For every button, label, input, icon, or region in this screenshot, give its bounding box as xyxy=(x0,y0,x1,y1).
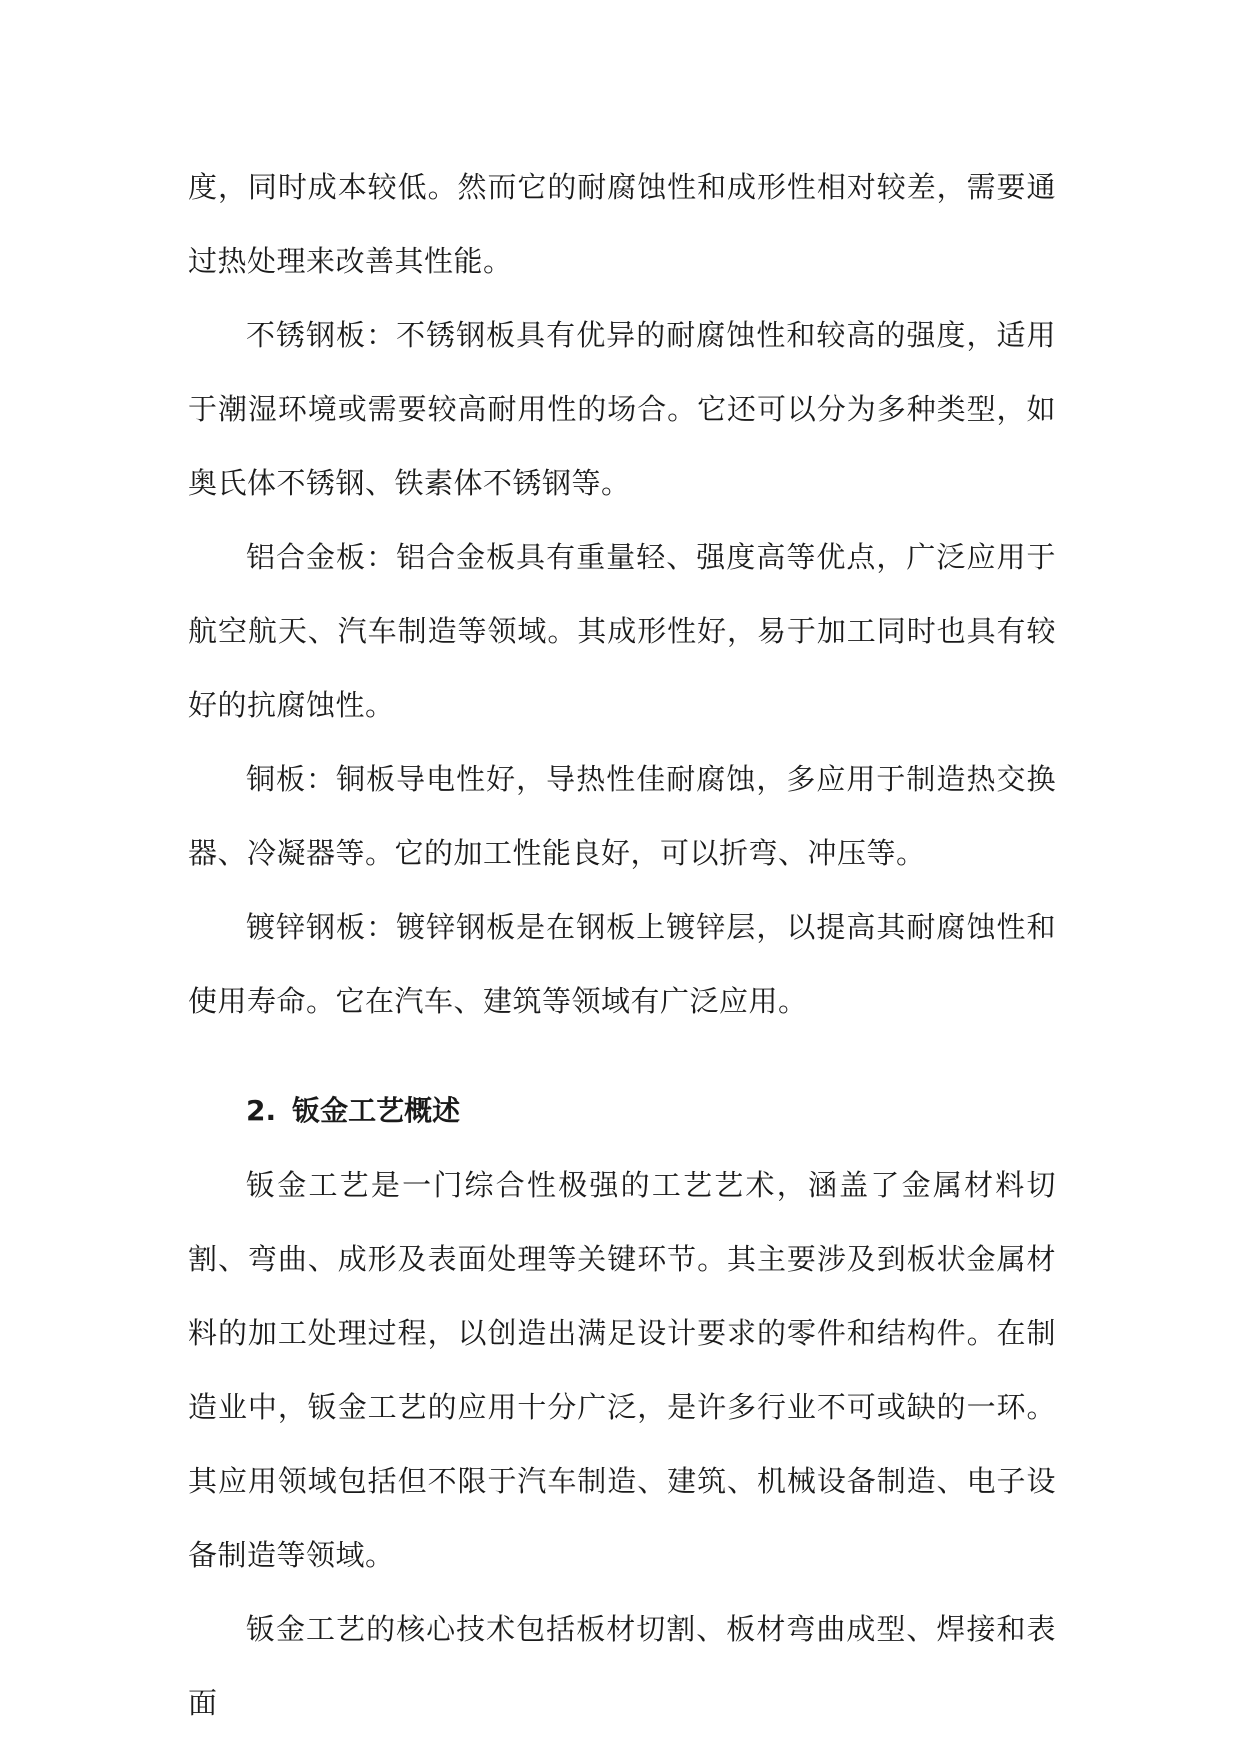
paragraph-copper: 铜板：铜板导电性好，导热性佳耐腐蚀，多应用于制造热交换器、冷凝器等。它的加工性能良好，可以折弯、冲压等。 xyxy=(188,762,1056,870)
paragraph-stainless-steel: 不锈钢板：不锈钢板具有优异的耐腐蚀性和较高的强度，适用于潮湿环境或需要较高耐用性的场合。它还可以分为多种类型，如奥氏体不锈钢、铁素体不锈钢等。 xyxy=(188,318,1056,500)
paragraph-galvanized-steel: 镀锌钢板：镀锌钢板是在钢板上镀锌层，以提高其耐腐蚀性和使用寿命。它在汽车、建筑等领域有广泛应用。 xyxy=(188,910,1056,1018)
paragraph-continuation: 度，同时成本较低。然而它的耐腐蚀性和成形性相对较差，需要通过热处理来改善其性能。 xyxy=(188,170,1056,278)
paragraph-aluminum-alloy: 铝合金板：铝合金板具有重量轻、强度高等优点，广泛应用于航空航天、汽车制造等领域。其成形性好，易于加工同时也具有较好的抗腐蚀性。 xyxy=(188,540,1056,722)
section-heading xyxy=(188,1074,1056,1148)
paragraph-core-techniques: 钣金工艺的核心技术包括板材切割、板材弯曲成型、焊接和表面 xyxy=(188,1612,1056,1720)
section-number: 2. xyxy=(246,1094,277,1127)
document-body xyxy=(188,150,1056,1740)
paragraph-sheet-metal-overview: 钣金工艺是一门综合性极强的工艺艺术，涵盖了金属材料切割、弯曲、成形及表面处理等关键环节。其主要涉及到板状金属材料的加工处理过程，以创造出满足设计要求的零件和结构件。在制造业中，钣金工艺的应用十分广泛，是许多行业不可或缺的一环。其应用领域包括但不限于汽车制造、建筑、机械设备制造、电子设备制造等领域。 xyxy=(188,1168,1056,1572)
section-title: 钣金工艺概述 xyxy=(292,1094,461,1127)
